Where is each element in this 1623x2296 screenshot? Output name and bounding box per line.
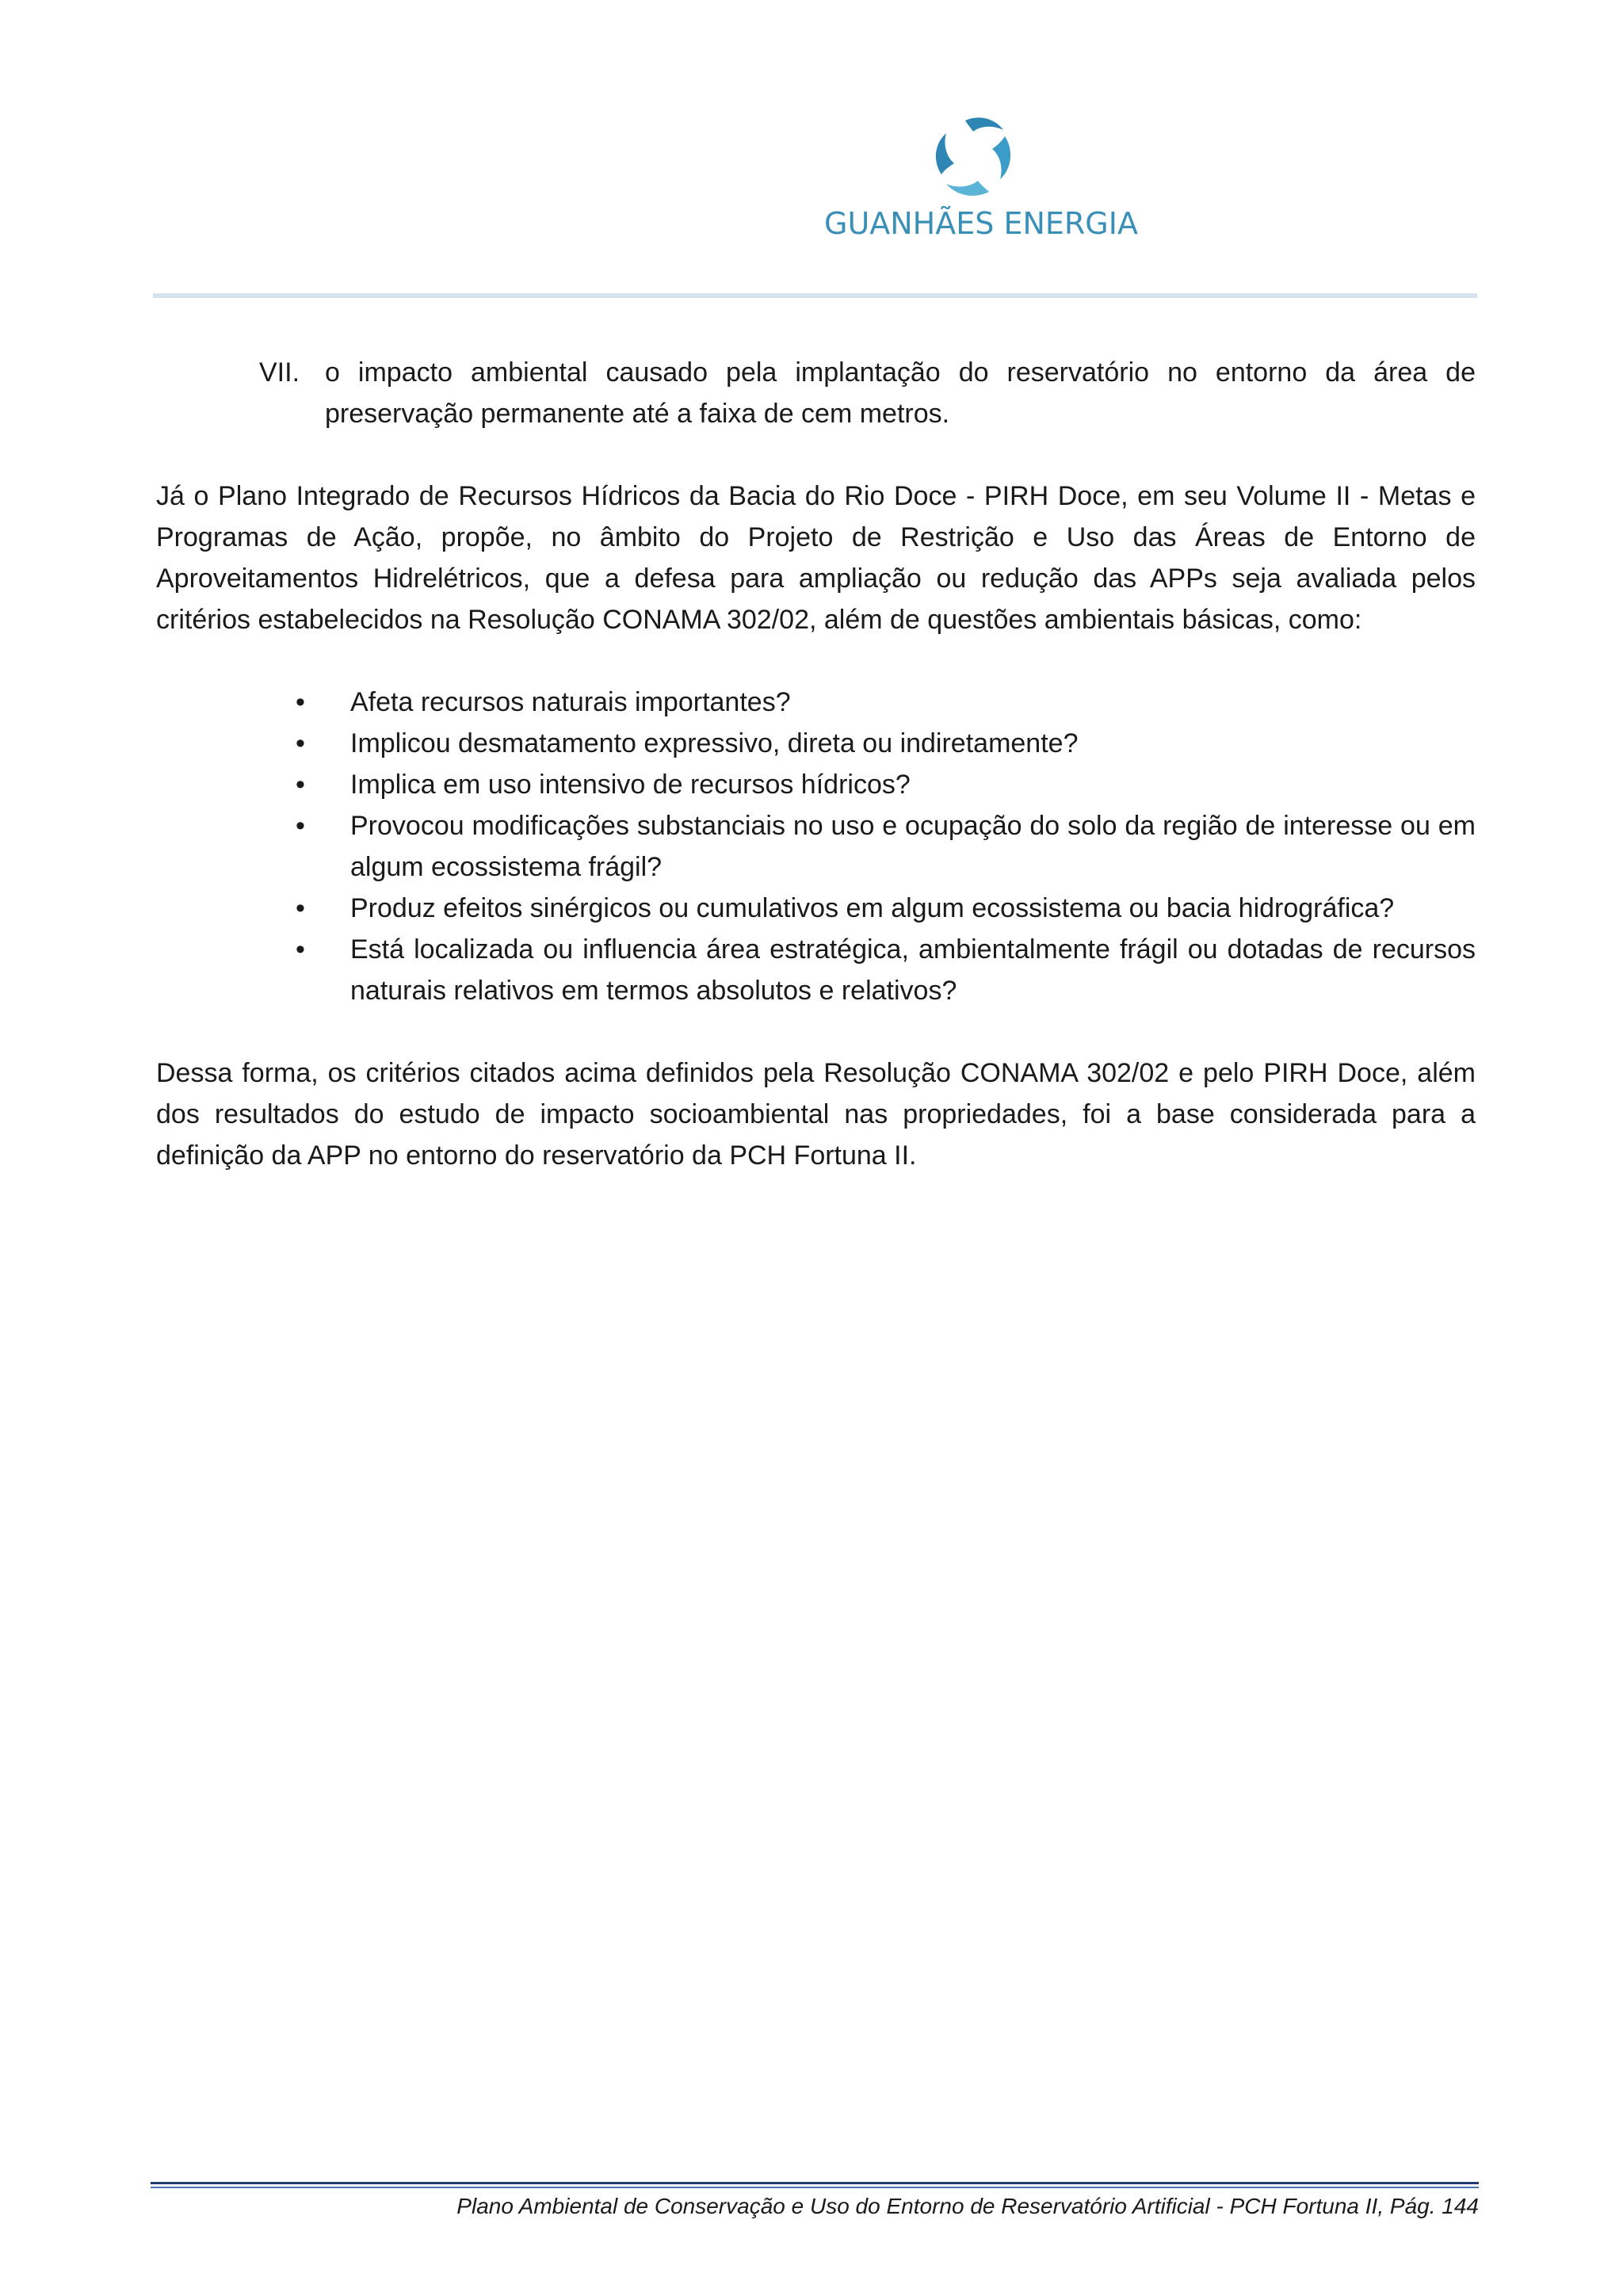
page-footer: Plano Ambiental de Conservação e Uso do Entorno de Reservatório Artificial - PCH Fortuna II, Pág. 144	[456, 2194, 1479, 2218]
bullet-item	[156, 682, 1476, 723]
footer-divider-thin	[151, 2187, 1479, 2188]
bullet-text: Afeta recursos naturais importantes?	[350, 687, 791, 717]
footer-divider-thick	[151, 2182, 1479, 2184]
bullet-list	[156, 682, 1476, 1011]
logo-text: GUANHÃES ENERGIA	[824, 206, 1138, 241]
bullet-text: Provocou modificações substanciais no uso e ocupação do solo da região de interesse ou em algum ecossistema frágil?	[350, 811, 1476, 882]
bullet-item	[156, 723, 1476, 764]
bullet-icon: •	[296, 811, 305, 841]
bullet-item	[156, 888, 1476, 929]
bullet-text: Produz efeitos sinérgicos ou cumulativos em algum ecossistema ou bacia hidrográfica?	[350, 893, 1395, 923]
list-item-vii	[156, 352, 1476, 434]
bullet-item	[156, 764, 1476, 805]
company-logo	[824, 109, 1138, 244]
document-body	[156, 352, 1476, 1217]
bullet-icon: •	[296, 687, 305, 717]
list-item-number: VII.	[259, 357, 300, 388]
header-divider	[153, 293, 1477, 298]
bullet-text: Está localizada ou influencia área estratégica, ambientalmente frágil ou dotadas de recursos naturais relativos em termos absolutos e relativos?	[350, 934, 1476, 1006]
bullet-text: Implicou desmatamento expressivo, direta ou indiretamente?	[350, 728, 1079, 758]
paragraph-pirh: Já o Plano Integrado de Recursos Hídricos da Bacia do Rio Doce - PIRH Doce, em seu Volume II - Metas e Programas de Ação, propõe, no âmbito do Projeto de Restrição e Uso das Áreas de Entorno de Aproveitamentos Hidrelétricos, que a defesa para ampliação ou redução das APPs seja avaliada pelos critérios estabelecidos na Resolução CONAMA 302/02, além de questões ambientais básicas, como:	[156, 481, 1476, 635]
bullet-item	[156, 929, 1476, 1011]
paragraph-conclusion: Dessa forma, os critérios citados acima definidos pela Resolução CONAMA 302/02 e pelo PIRH Doce, além dos resultados do estudo de impacto socioambiental nas propriedades, foi a base considerada para a definição da APP no entorno do reservatório da PCH Fortuna II.	[156, 1058, 1476, 1171]
list-item-text: o impacto ambiental causado pela implantação do reservatório no entorno da área de preservação permanente até a faixa de cem metros.	[325, 357, 1476, 429]
bullet-text: Implica em uso intensivo de recursos hídricos?	[350, 770, 911, 800]
swirl-logo-icon	[927, 109, 1022, 204]
bullet-item	[156, 805, 1476, 888]
bullet-icon: •	[296, 893, 305, 923]
bullet-icon: •	[296, 770, 305, 800]
bullet-icon: •	[296, 728, 305, 758]
bullet-icon: •	[296, 934, 305, 965]
